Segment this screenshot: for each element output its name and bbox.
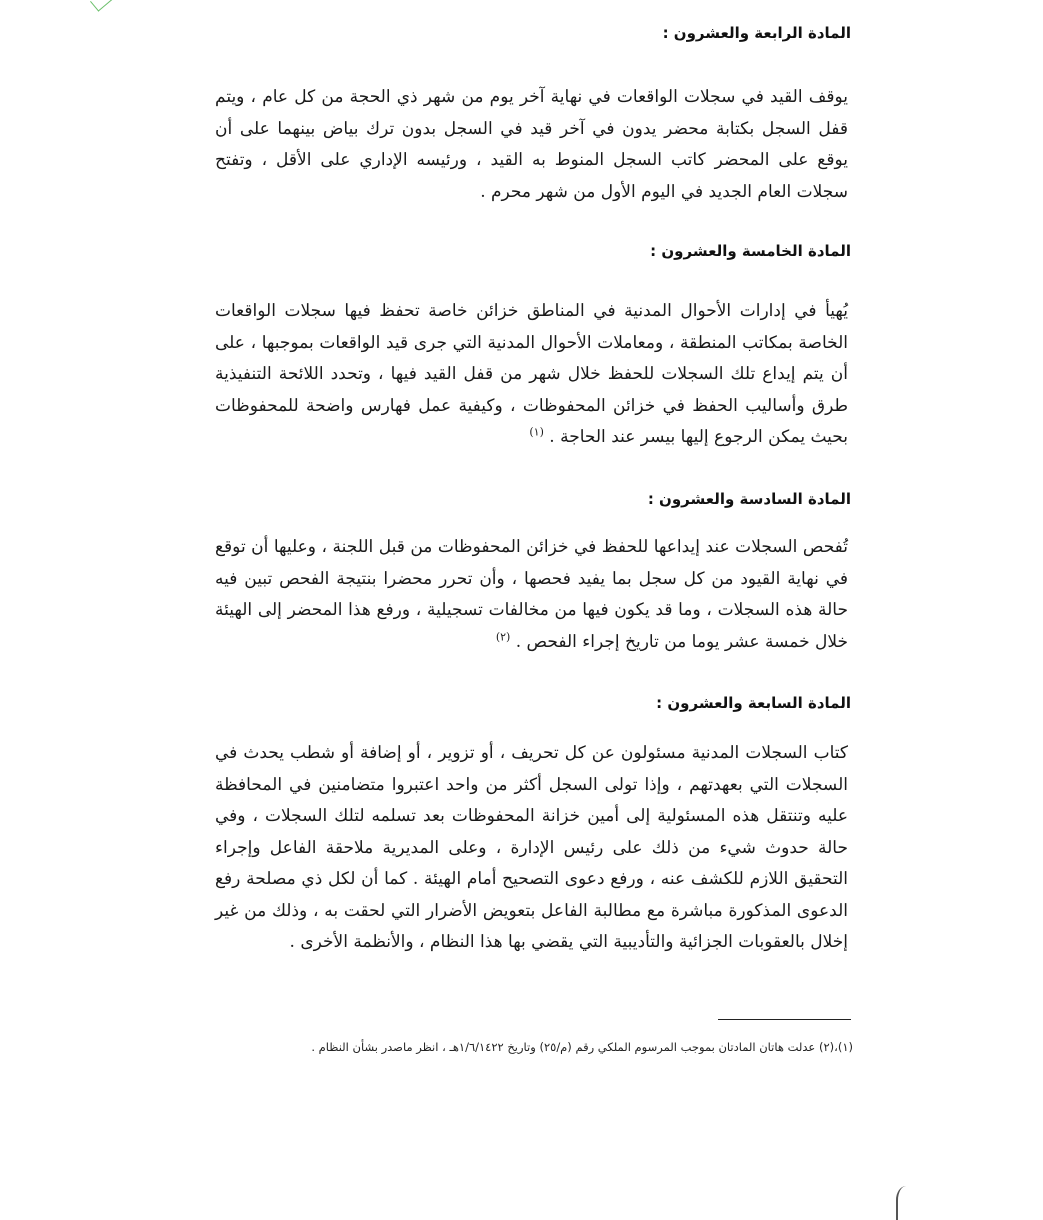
article-24-paragraph: يوقف القيد في سجلات الواقعات في نهاية آخر يوم من شهر ذي الحجة من كل عام ، ويتم قفل السجل بكتابة محضر يدون في آخر قيد في السجل بدون ترك بياض بينهما على أن يوقع على المحضر كاتب السجل المنوط به القيد ، ورئيسه الإداري على الأقل ، وتفتح سجلات العام الجديد في اليوم الأول من شهر محرم . [215,87,848,202]
article-27-text [215,738,848,959]
footnote-divider [718,1019,851,1020]
footnote-ref-1: (١) [529,425,544,439]
footnote: (١)،(٢) عدلت هاتان المادتان بموجب المرسوم الملكي رقم (م/٢٥) وتاريخ ١/٦/١٤٢٢هـ ، انظر ماصدر بشأن النظام . [311,1040,853,1054]
article-24-text [215,82,848,208]
article-27-paragraph: كتاب السجلات المدنية مسئولون عن كل تحريف ، أو تزوير ، أو إضافة أو شطب يحدث في السجلات التي بعهدتهم ، وإذا تولى السجل أكثر من واحد اعتبروا متضامنين في المحافظة عليه وتنتقل هذه المسئولية إلى أمين خزانة المحفوظات بعد تسلمه لتلك السجلات ، وفي حالة حدوث شيء من ذلك على رئيس الإدارة ، وعلى المديرية ملاحقة الفاعل وإجراء التحقيق اللازم للكشف عنه ، ورفع دعوى التصحيح أمام الهيئة . كما أن لكل ذي مصلحة رفع الدعوى المذكورة مباشرة مع مطالبة الفاعل بتعويض الأضرار التي لحقت به ، وذلك من غير إخلال بالعقوبات الجزائية والتأديبية التي يقضي بها هذا النظام ، والأنظمة الأخرى . [215,743,848,952]
article-25-paragraph [215,296,848,454]
corner-check-mark [90,0,113,12]
article-26-heading: المادة السادسة والعشرون : [647,490,851,508]
article-25-text [215,296,848,454]
article-25-body: يُهيأ في إدارات الأحوال المدنية في المناطق خزائن خاصة تحفظ فيها سجلات الواقعات الخاصة بمكاتب المنطقة ، ومعاملات الأحوال المدنية التي جرى قيد الواقعات بموجبها ، على أن يتم إيداع تلك السجلات للحفظ خلال شهر من قفل القيد فيها ، وتحدد اللائحة التنفيذية طرق وأساليب الحفظ في خزائن المحفوظات ، وكيفية عمل فهارس واضحة للمحفوظات بحيث يمكن الرجوع إليها بيسر عند الحاجة . [215,301,848,447]
article-26-body: تُفحص السجلات عند إيداعها للحفظ في خزائن المحفوظات من قبل اللجنة ، وعليها أن توقع في نهاية القيود من كل سجل بما يفيد فحصها ، وأن تحرر محضرا بنتيجة الفحص تبين فيه حالة هذه السجلات ، وما قد يكون فيها من مخالفات تسجيلية ، ورفع هذا المحضر إلى الهيئة خلال خمسة عشر يوما من تاريخ إجراء الفحص . [215,537,848,652]
article-25-heading: المادة الخامسة والعشرون : [650,242,851,260]
article-24-heading: المادة الرابعة والعشرون : [662,24,851,42]
article-26-text [215,532,848,658]
article-27-heading: المادة السابعة والعشرون : [656,694,851,712]
footnote-ref-2: (٢) [495,629,511,643]
article-26-paragraph [215,532,848,658]
